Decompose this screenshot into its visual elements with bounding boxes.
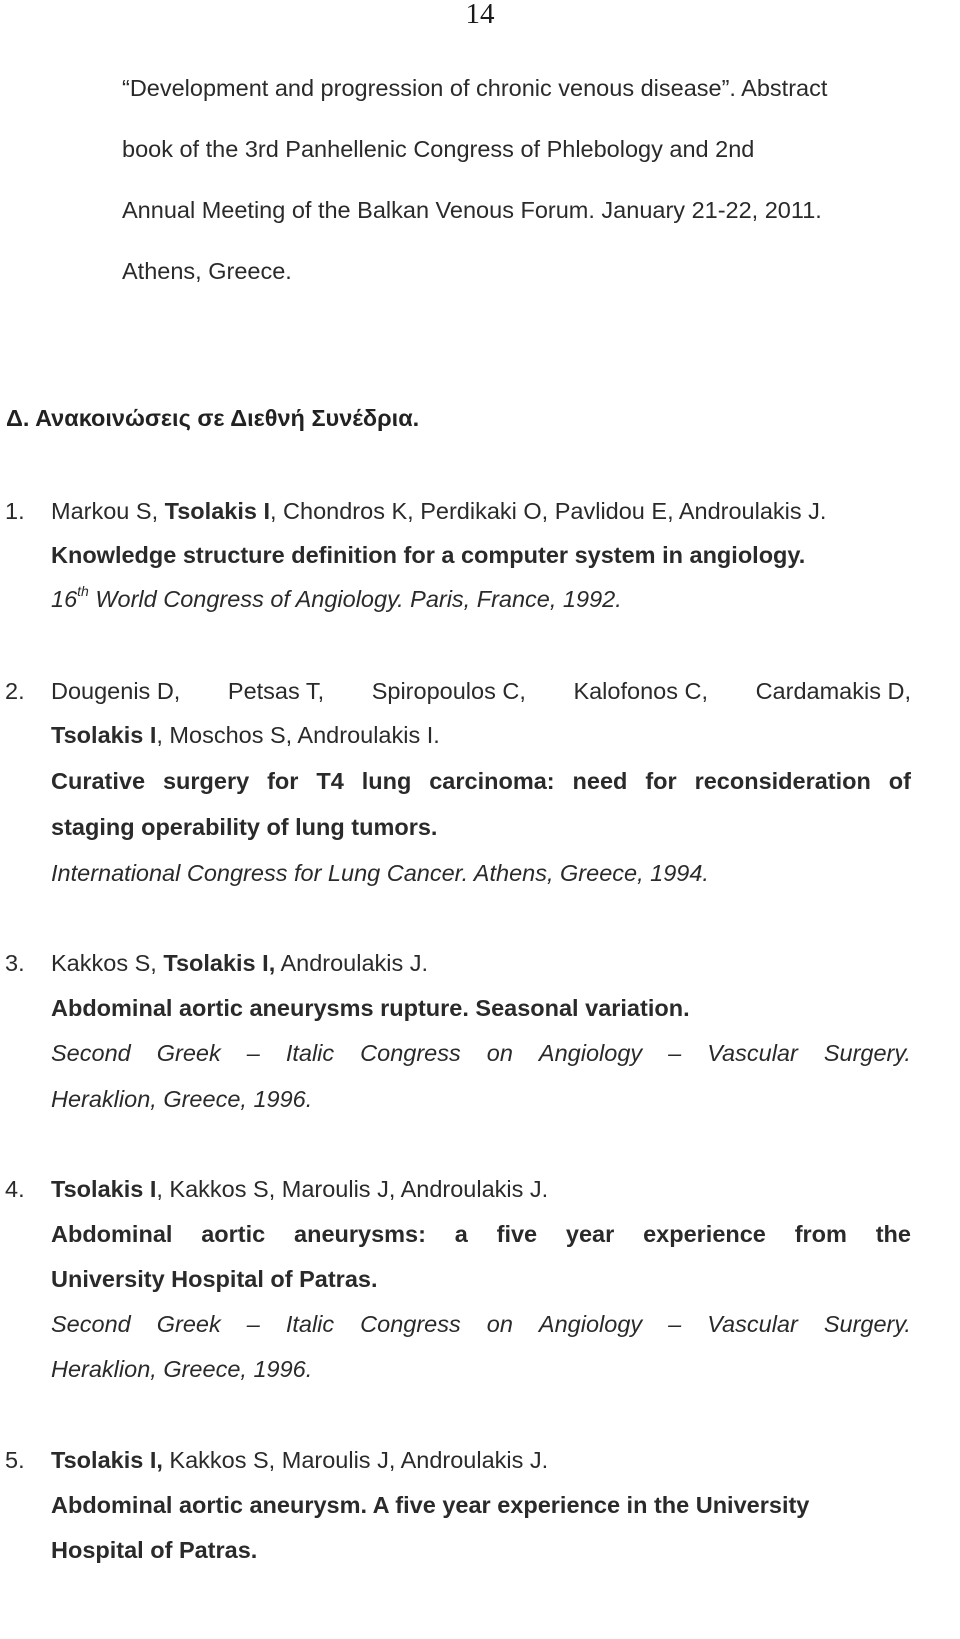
entry-title: Knowledge structure definition for a computer system in angiology.: [51, 542, 806, 568]
entry-number: 4.: [5, 1176, 25, 1202]
entry-title: Abdominal aortic aneurysms rupture. Seasonal variation.: [51, 995, 690, 1021]
entry-authors: Tsolakis I, Kakkos S, Maroulis J, Androulakis J.: [51, 1447, 549, 1473]
entry-number: 3.: [5, 950, 25, 976]
entry-venue-line-1: Second Greek – Italic Congress on Angiology – Vascular Surgery.: [51, 1040, 911, 1066]
entry-title-line-2: Hospital of Patras.: [51, 1537, 258, 1563]
intro-line-3: Annual Meeting of the Balkan Venous Forum. January 21-22, 2011.: [122, 197, 822, 223]
intro-line-1: “Development and progression of chronic venous disease”. Abstract: [122, 75, 828, 101]
intro-line-4: Athens, Greece.: [122, 258, 292, 284]
entry-title-line-1: Abdominal aortic aneurysms: a five year experience from the: [51, 1221, 911, 1247]
entry-venue-line-1: Second Greek – Italic Congress on Angiology – Vascular Surgery.: [51, 1311, 911, 1337]
highlighted-author: Tsolakis I: [51, 722, 157, 748]
entry-title-line-1: Abdominal aortic aneurysm. A five year experience in the University: [51, 1492, 810, 1518]
highlighted-author: Tsolakis I: [51, 1176, 157, 1202]
entry-authors-line-2: Tsolakis I, Moschos S, Androulakis I.: [51, 722, 440, 748]
entry-authors: Markou S, Tsolakis I, Chondros K, Perdikaki O, Pavlidou E, Androulakis J.: [51, 498, 827, 524]
section-heading: Δ. Ανακοινώσεις σε Διεθνή Συνέδρια.: [6, 405, 420, 431]
highlighted-author: Tsolakis I,: [163, 950, 276, 976]
highlighted-author: Tsolakis I,: [51, 1447, 163, 1473]
entry-venue-line-2: Heraklion, Greece, 1996.: [51, 1086, 313, 1112]
entry-venue: 16th World Congress of Angiology. Paris, France, 1992.: [51, 583, 622, 612]
entry-authors: Tsolakis I, Kakkos S, Maroulis J, Androulakis J.: [51, 1176, 549, 1202]
page-number: 14: [465, 0, 495, 30]
highlighted-author: Tsolakis I: [164, 498, 270, 524]
entry-venue: International Congress for Lung Cancer. Athens, Greece, 1994.: [51, 860, 709, 886]
entry-number: 1.: [5, 498, 25, 524]
intro-line-2: book of the 3rd Panhellenic Congress of Phlebology and 2nd: [122, 136, 755, 162]
entry-authors: Kakkos S, Tsolakis I, Androulakis J.: [51, 950, 429, 976]
entry-title-line-1: Curative surgery for T4 lung carcinoma: need for reconsideration of: [51, 768, 911, 794]
entry-number: 2.: [5, 678, 25, 704]
entry-authors-line-1: Dougenis D, Petsas T, Spiropoulos C, Kalofonos C, Cardamakis D,: [51, 678, 911, 704]
entry-title-line-2: staging operability of lung tumors.: [51, 814, 438, 840]
entry-venue-line-2: Heraklion, Greece, 1996.: [51, 1356, 313, 1382]
entry-number: 5.: [5, 1447, 25, 1473]
entry-title-line-2: University Hospital of Patras.: [51, 1266, 378, 1292]
